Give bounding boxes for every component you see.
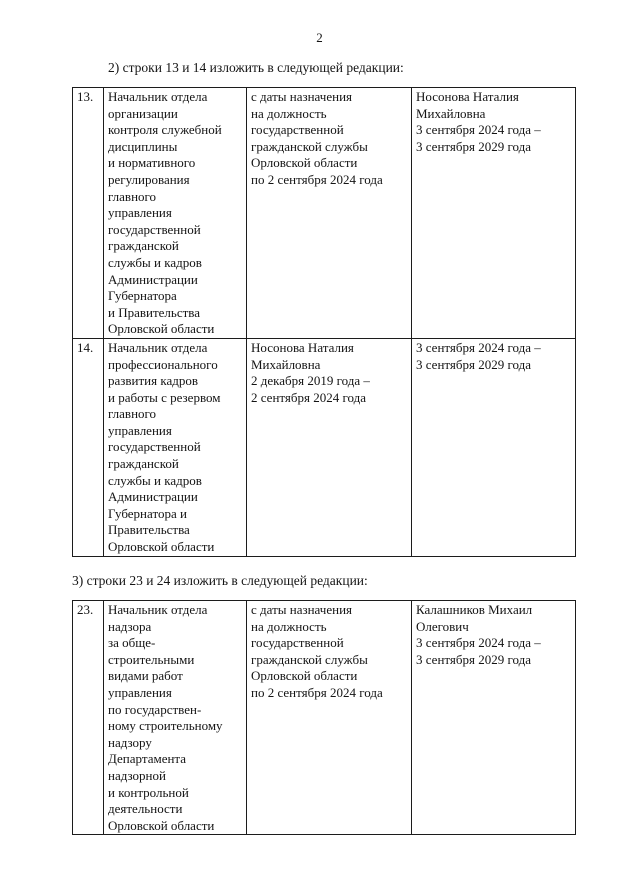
position-cell: Начальник отдела организации контроля служебной дисциплины и нормативного регулирования главного управления государственной гражданской службы и кадров Администрации Губернатора и Правительства Орловской области <box>104 88 247 339</box>
table-row <box>73 601 576 835</box>
name-cell: Калашников Михаил Олегович 3 сентября 2024 года – 3 сентября 2029 года <box>412 601 576 835</box>
table-row <box>73 88 576 339</box>
row-number: 14. <box>73 338 104 556</box>
period-cell: с даты назначения на должность государственной гражданской службы Орловской области по 2 сентября 2024 года <box>247 88 412 339</box>
section-3-intro: 3) строки 23 и 24 изложить в следующей редакции: <box>72 573 368 588</box>
page-number: 2 <box>316 30 323 45</box>
position-cell: Начальник отдела профессионального развития кадров и работы с резервом главного управления государственной гражданской службы и кадров Администрации Губернатора и Правительства Орловской области <box>104 338 247 556</box>
name-cell: Носонова Наталия Михайловна 3 сентября 2024 года – 3 сентября 2029 года <box>412 88 576 339</box>
row-number: 23. <box>73 601 104 835</box>
table-rows-13-14 <box>72 87 576 557</box>
section-2-intro: 2) строки 13 и 14 изложить в следующей редакции: <box>108 60 404 75</box>
row-number: 13. <box>73 88 104 339</box>
period-cell: Носонова Наталия Михайловна 2 декабря 2019 года – 2 сентября 2024 года <box>247 338 412 556</box>
table-row-23 <box>72 600 576 835</box>
table-row <box>73 338 576 556</box>
period-cell: с даты назначения на должность государственной гражданской службы Орловской области по 2 сентября 2024 года <box>247 601 412 835</box>
name-cell: 3 сентября 2024 года – 3 сентября 2029 года <box>412 338 576 556</box>
position-cell: Начальник отдела надзора за обще- строительными видами работ управления по государствен- ному строительному надзору Департамента надзорной и контрольной деятельности Орловской области <box>104 601 247 835</box>
